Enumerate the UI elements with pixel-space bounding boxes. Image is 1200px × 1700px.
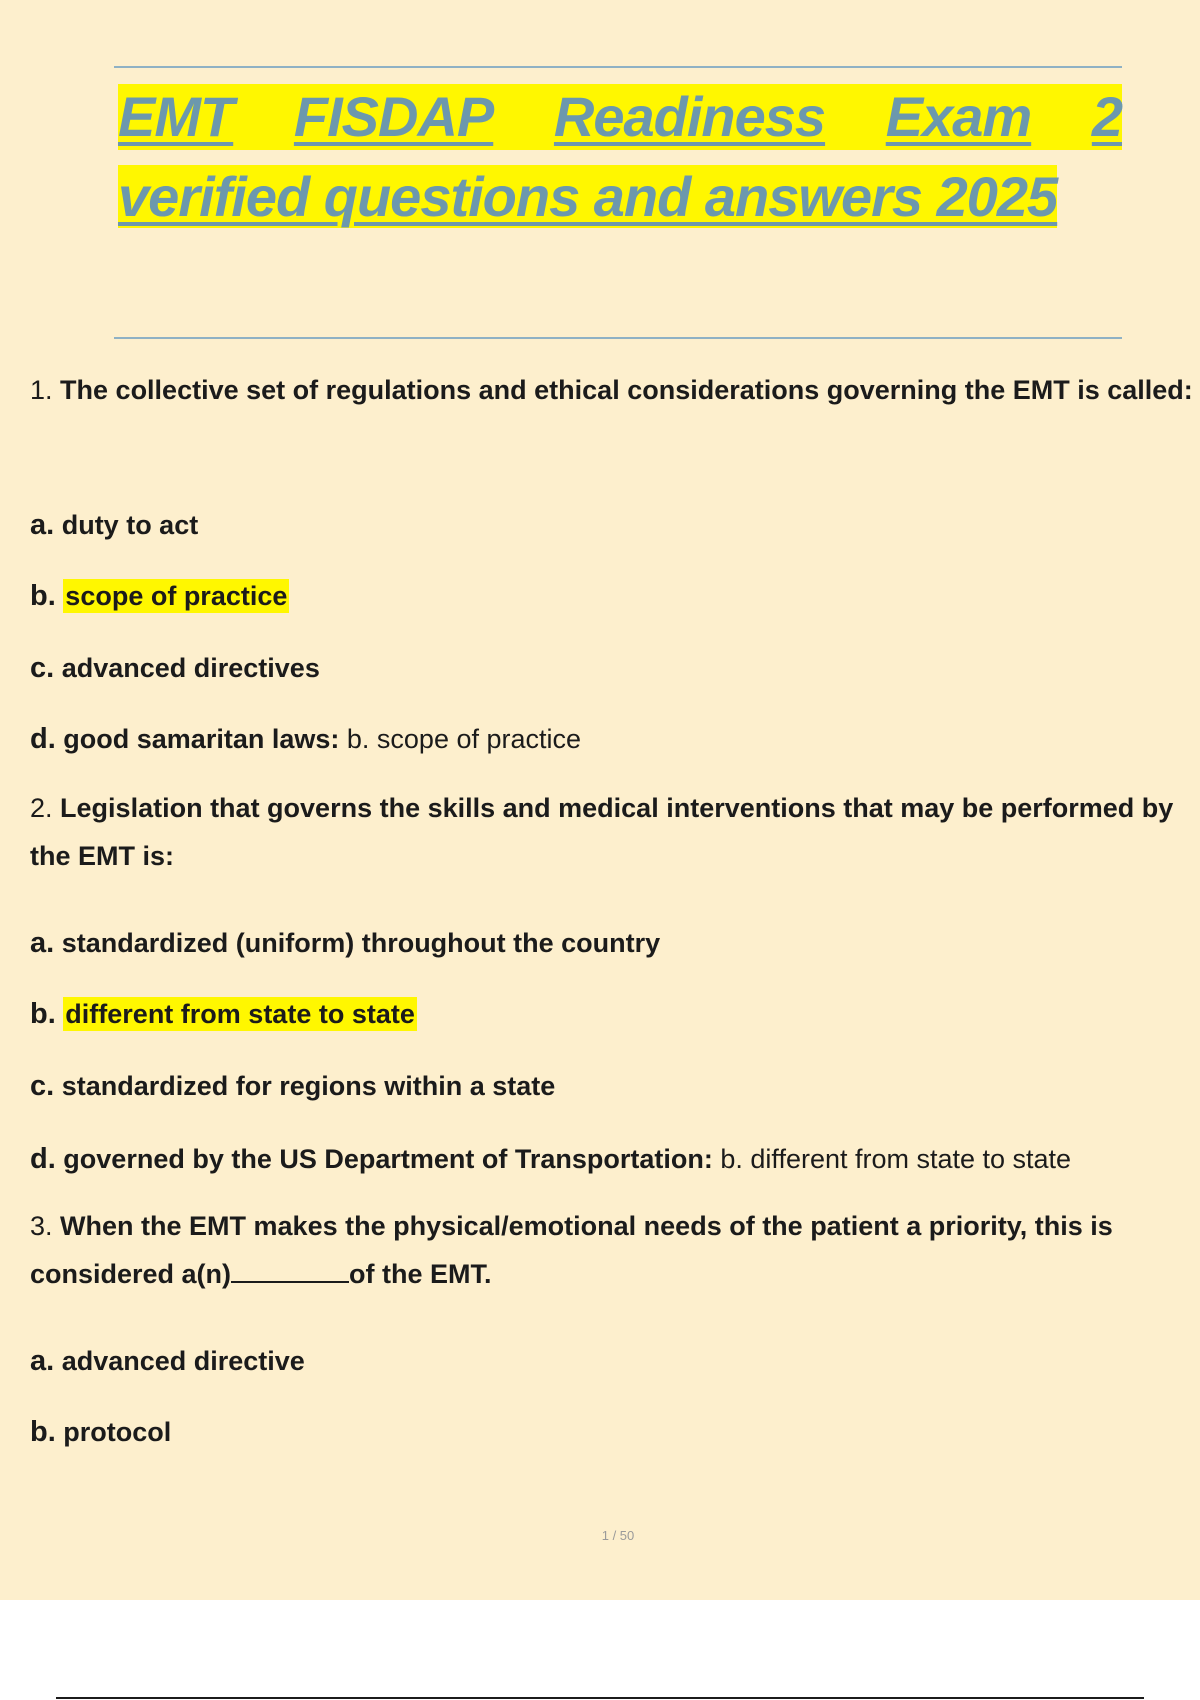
title-line-2: verified questions and answers 2025 — [118, 165, 1058, 228]
option-text: good samaritan laws: — [63, 724, 340, 754]
title-word: 2 — [1091, 85, 1122, 148]
title-word: FISDAP — [293, 85, 494, 148]
question-text: Legislation that governs the skills and medical interventions that may be performed by the EMT is: — [30, 793, 1174, 871]
title-bottom-divider — [114, 337, 1122, 339]
option-text-highlighted: scope of practice — [65, 581, 288, 611]
question-text: The collective set of regulations and ethical considerations governing the EMT is called: — [60, 375, 1193, 405]
option-text: advanced directive — [61, 1346, 305, 1376]
option-2d: d. governed by the US Department of Transportation: b. different from state to state — [30, 1143, 1072, 1175]
top-divider — [114, 66, 1122, 68]
answer-text: b. scope of practice — [346, 724, 582, 754]
title-word: Exam — [885, 85, 1032, 148]
answer-text: b. different from state to state — [720, 1144, 1072, 1174]
answer-blank — [231, 1257, 349, 1283]
question-1 — [30, 366, 1200, 414]
option-1d: d. good samaritan laws: b. scope of practice — [30, 723, 582, 755]
option-2b: b. different from state to state — [30, 998, 415, 1030]
next-page-divider — [56, 1697, 1144, 1699]
question-text-end: of the EMT. — [349, 1259, 492, 1289]
option-text: standardized (uniform) throughout the country — [61, 928, 661, 958]
title-line-1 — [118, 84, 1122, 150]
option-text: advanced directives — [61, 653, 320, 683]
option-1a: a. duty to act — [30, 509, 199, 541]
option-1c: c. advanced directives — [30, 652, 320, 684]
option-3a: a. advanced directive — [30, 1345, 305, 1377]
question-3 — [30, 1202, 1200, 1298]
option-2c: c. standardized for regions within a state — [30, 1070, 556, 1102]
title-word: EMT — [118, 85, 234, 148]
option-text-highlighted: different from state to state — [65, 999, 415, 1029]
question-2 — [30, 784, 1200, 880]
question-number: 2. — [30, 793, 53, 823]
option-3b: b. protocol — [30, 1416, 172, 1448]
title-word: Readiness — [553, 85, 826, 148]
option-text: protocol — [63, 1417, 172, 1447]
question-number: 1. — [30, 375, 53, 405]
option-text: standardized for regions within a state — [61, 1071, 556, 1101]
page-indicator: 1 / 50 — [601, 1528, 635, 1543]
option-1b: b. scope of practice — [30, 580, 288, 612]
question-text: When the EMT makes the physical/emotional needs of the patient a priority, this is considered a(n) — [30, 1211, 1113, 1289]
option-2a: a. standardized (uniform) throughout the country — [30, 927, 661, 959]
option-text: governed by the US Department of Transportation: — [63, 1144, 713, 1174]
question-number: 3. — [30, 1211, 53, 1241]
option-text: duty to act — [61, 510, 199, 540]
